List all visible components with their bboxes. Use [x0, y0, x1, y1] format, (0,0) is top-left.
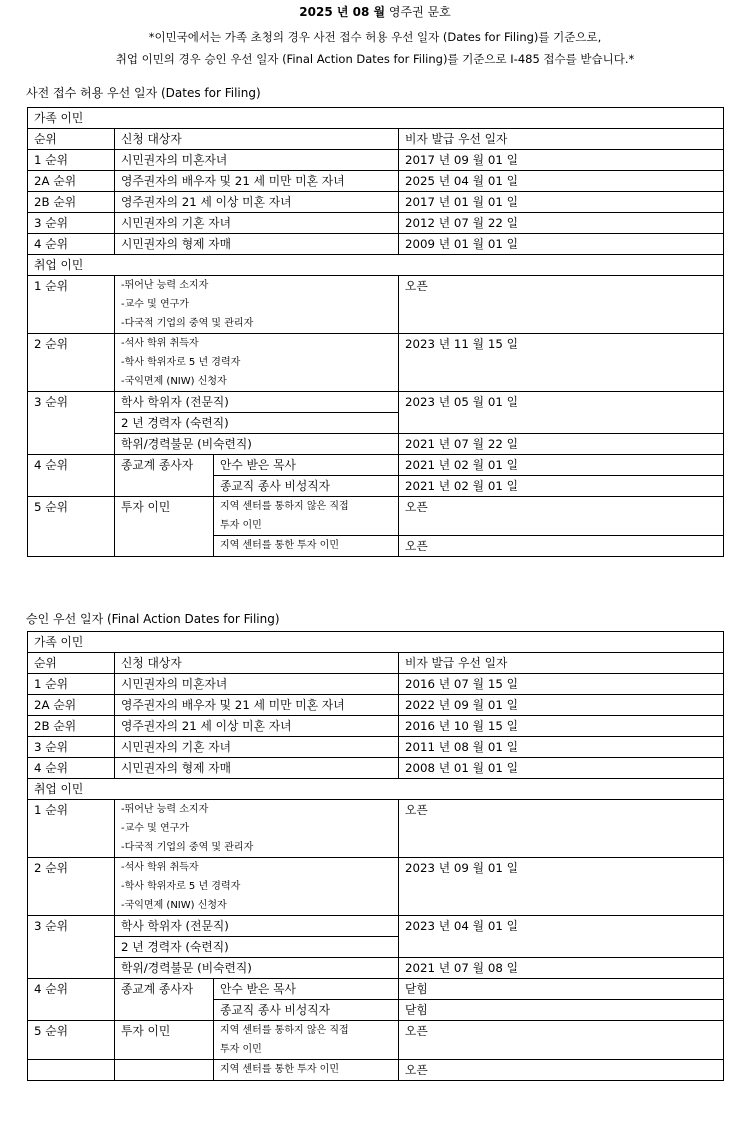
- date-cell: 2008 년 01 월 01 일: [399, 758, 724, 779]
- table-row: [28, 979, 724, 1000]
- applicant-cell: 2 년 경력자 (숙련직): [115, 413, 399, 434]
- applicant-cell: [214, 497, 399, 536]
- applicant-line: 투자 이민: [220, 1044, 262, 1055]
- table-row: [28, 958, 724, 979]
- rank-cell: 2A 순위: [28, 695, 115, 716]
- applicant-cell: 영주권자의 21 세 이상 미혼 자녀: [115, 716, 399, 737]
- applicant-cell: 지역 센터를 통한 투자 이민: [214, 536, 399, 557]
- rank-cell: 3 순위: [28, 737, 115, 758]
- employment-group-row: [28, 779, 724, 800]
- rank-cell: 4 순위: [28, 234, 115, 255]
- date-cell: 오픈: [399, 1060, 724, 1081]
- family-group-row: [28, 632, 724, 653]
- col-date: 비자 발급 우선 일자: [399, 653, 724, 674]
- applicant-group-cell: 종교계 종사자: [115, 979, 214, 1021]
- applicant-cell: 시민권자의 형제 자매: [115, 234, 399, 255]
- date-cell: 2009 년 01 월 01 일: [399, 234, 724, 255]
- final-section-title: 승인 우선 일자 (Final Action Dates for Filing): [26, 612, 280, 626]
- col-rank: 순위: [28, 129, 115, 150]
- title-text: 영주권 문호: [385, 5, 451, 19]
- date-cell: 2021 년 07 월 22 일: [399, 434, 724, 455]
- table-row: [28, 213, 724, 234]
- column-header-row: [28, 653, 724, 674]
- applicant-cell: 종교직 종사 비성직자: [214, 476, 399, 497]
- table-row: [28, 497, 724, 536]
- applicant-cell: 시민권자의 기혼 자녀: [115, 737, 399, 758]
- applicant-cell: 종교직 종사 비성직자: [214, 1000, 399, 1021]
- family-group-label: 가족 이민: [28, 632, 724, 653]
- table-row: [28, 434, 724, 455]
- col-applicant: 신청 대상자: [115, 129, 399, 150]
- final-table: [27, 631, 724, 1081]
- table-row: [28, 171, 724, 192]
- date-cell: 2016 년 10 월 15 일: [399, 716, 724, 737]
- rank-cell: 4 순위: [28, 979, 115, 1021]
- col-date: 비자 발급 우선 일자: [399, 129, 724, 150]
- date-cell: 2021 년 02 월 01 일: [399, 476, 724, 497]
- table-row: [28, 674, 724, 695]
- applicant-line: -학사 학위자로 5 년 경력자: [121, 881, 241, 892]
- applicant-cell: [214, 1021, 399, 1060]
- rank-cell: 4 순위: [28, 455, 115, 497]
- applicant-line: 지역 센터를 통하지 않은 직접: [220, 501, 349, 512]
- rank-cell: 4 순위: [28, 758, 115, 779]
- table-row: [28, 695, 724, 716]
- applicant-line: -학사 학위자로 5 년 경력자: [121, 357, 241, 368]
- date-cell: 오픈: [399, 536, 724, 557]
- table-row: [28, 234, 724, 255]
- table-row: [28, 716, 724, 737]
- applicant-cell: [115, 858, 399, 916]
- date-cell: 오픈: [399, 497, 724, 536]
- rank-cell: 1 순위: [28, 150, 115, 171]
- date-cell: 2023 년 11 월 15 일: [399, 334, 724, 392]
- applicant-cell: 학사 학위자 (전문직): [115, 392, 399, 413]
- rank-cell: 1 순위: [28, 674, 115, 695]
- applicant-line: -다국적 기업의 중역 및 관리자: [121, 318, 254, 329]
- applicant-cell: [115, 276, 399, 334]
- applicant-cell: 학위/경력불문 (비숙련직): [115, 958, 399, 979]
- applicant-cell: 학사 학위자 (전문직): [115, 916, 399, 937]
- applicant-cell: 안수 받은 목사: [214, 455, 399, 476]
- table-row: [28, 276, 724, 334]
- table-row: [28, 334, 724, 392]
- date-cell: 2023 년 04 월 01 일: [399, 916, 724, 958]
- table-row: [28, 916, 724, 937]
- applicant-line: -뛰어난 능력 소지자: [121, 804, 209, 815]
- date-cell: 2017 년 09 월 01 일: [399, 150, 724, 171]
- applicant-cell: 지역 센터를 통한 투자 이민: [214, 1060, 399, 1081]
- table-row: [28, 1060, 724, 1081]
- date-cell: 2012 년 07 월 22 일: [399, 213, 724, 234]
- employment-group-row: [28, 255, 724, 276]
- date-cell: 2023 년 05 월 01 일: [399, 392, 724, 434]
- filing-section-title: 사전 접수 허용 우선 일자 (Dates for Filing): [26, 86, 261, 100]
- table-row: [28, 455, 724, 476]
- table-row: [28, 800, 724, 858]
- applicant-line: -석사 학위 취득자: [121, 862, 199, 873]
- applicant-cell: 시민권자의 기혼 자녀: [115, 213, 399, 234]
- rank-cell: 2 순위: [28, 334, 115, 392]
- applicant-cell: [115, 800, 399, 858]
- applicant-cell: 영주권자의 배우자 및 21 세 미만 미혼 자녀: [115, 695, 399, 716]
- column-header-row: [28, 129, 724, 150]
- applicant-line: -석사 학위 취득자: [121, 338, 199, 349]
- date-cell: 2016 년 07 월 15 일: [399, 674, 724, 695]
- rank-cell: 2A 순위: [28, 171, 115, 192]
- date-cell: 2022 년 09 월 01 일: [399, 695, 724, 716]
- col-rank: 순위: [28, 653, 115, 674]
- date-cell: 2021 년 02 월 01 일: [399, 455, 724, 476]
- rank-cell: 3 순위: [28, 392, 115, 455]
- table-row: [28, 150, 724, 171]
- applicant-line: -교수 및 연구가: [121, 299, 189, 310]
- note-line-1: *이민국에서는 가족 초청의 경우 사전 접수 허용 우선 일자 (Dates for Filing)를 기준으로,: [148, 30, 602, 44]
- applicant-line: -교수 및 연구가: [121, 823, 189, 834]
- table-row: [28, 192, 724, 213]
- family-group-row: [28, 108, 724, 129]
- applicant-cell: [115, 334, 399, 392]
- date-cell: 닫힘: [399, 1000, 724, 1021]
- filing-table: [27, 107, 724, 557]
- page-title: [0, 3, 750, 20]
- rank-cell: 5 순위: [28, 1021, 115, 1060]
- rank-cell: 2 순위: [28, 858, 115, 916]
- table-row: [28, 758, 724, 779]
- rank-cell: 3 순위: [28, 213, 115, 234]
- rank-cell: 2B 순위: [28, 192, 115, 213]
- date-cell: 2021 년 07 월 08 일: [399, 958, 724, 979]
- date-cell: 2025 년 04 월 01 일: [399, 171, 724, 192]
- applicant-cell: 영주권자의 21 세 이상 미혼 자녀: [115, 192, 399, 213]
- family-group-label: 가족 이민: [28, 108, 724, 129]
- rank-cell: 1 순위: [28, 276, 115, 334]
- title-date: 2025 년 08 월: [299, 5, 386, 19]
- applicant-line: -국익면제 (NIW) 신청자: [121, 900, 227, 911]
- applicant-cell: 시민권자의 형제 자매: [115, 758, 399, 779]
- applicant-cell: 영주권자의 배우자 및 21 세 미만 미혼 자녀: [115, 171, 399, 192]
- date-cell: 오픈: [399, 1021, 724, 1060]
- applicant-group-cell: 투자 이민: [115, 497, 214, 557]
- table-row: [28, 858, 724, 916]
- rank-cell: 5 순위: [28, 497, 115, 557]
- applicant-line: 지역 센터를 통하지 않은 직접: [220, 1025, 349, 1036]
- applicant-cell: 시민권자의 미혼자녀: [115, 150, 399, 171]
- empty-cell: [28, 1060, 115, 1081]
- applicant-group-cell: 투자 이민: [115, 1021, 214, 1060]
- empty-cell: [115, 1060, 214, 1081]
- applicant-cell: 시민권자의 미혼자녀: [115, 674, 399, 695]
- date-cell: 2023 년 09 월 01 일: [399, 858, 724, 916]
- applicant-group-cell: 종교계 종사자: [115, 455, 214, 497]
- date-cell: 2011 년 08 월 01 일: [399, 737, 724, 758]
- table-row: [28, 1021, 724, 1060]
- applicant-cell: 학위/경력불문 (비숙련직): [115, 434, 399, 455]
- date-cell: 오픈: [399, 800, 724, 858]
- date-cell: 닫힘: [399, 979, 724, 1000]
- note-line-2: 취업 이민의 경우 승인 우선 일자 (Final Action Dates for Filing)를 기준으로 I-485 접수를 받습니다.*: [115, 52, 635, 66]
- applicant-cell: 2 년 경력자 (숙련직): [115, 937, 399, 958]
- table-row: [28, 737, 724, 758]
- date-cell: 2017 년 01 월 01 일: [399, 192, 724, 213]
- applicant-line: -다국적 기업의 중역 및 관리자: [121, 842, 254, 853]
- applicant-line: -뛰어난 능력 소지자: [121, 280, 209, 291]
- rank-cell: 2B 순위: [28, 716, 115, 737]
- table-row: [28, 392, 724, 413]
- rank-cell: 1 순위: [28, 800, 115, 858]
- employment-group-label: 취업 이민: [28, 255, 724, 276]
- rank-cell: 3 순위: [28, 916, 115, 979]
- date-cell: 오픈: [399, 276, 724, 334]
- applicant-line: 투자 이민: [220, 520, 262, 531]
- employment-group-label: 취업 이민: [28, 779, 724, 800]
- applicant-cell: 안수 받은 목사: [214, 979, 399, 1000]
- col-applicant: 신청 대상자: [115, 653, 399, 674]
- applicant-line: -국익면제 (NIW) 신청자: [121, 376, 227, 387]
